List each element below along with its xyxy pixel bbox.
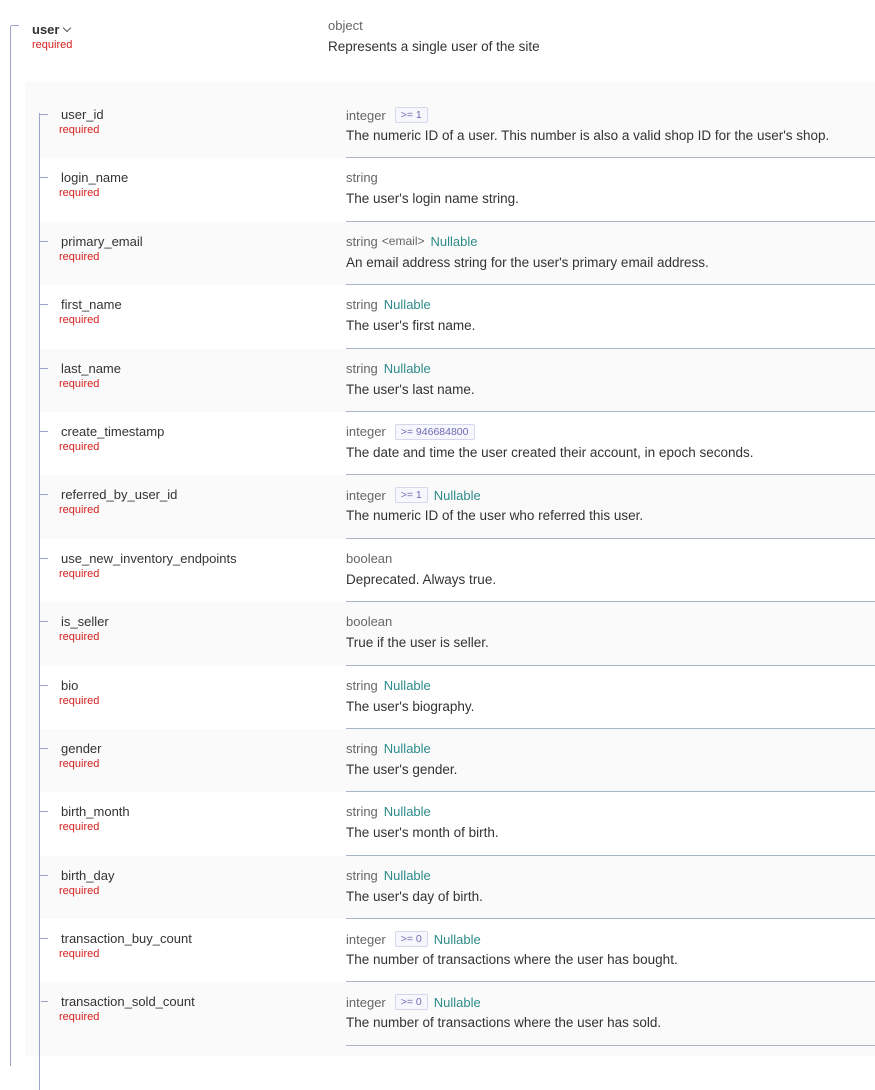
property-description: Represents a single user of the site bbox=[328, 39, 540, 54]
nested-properties-panel bbox=[25, 82, 875, 1056]
constraint-badge: >= 1 bbox=[395, 107, 428, 123]
property-type-line bbox=[346, 551, 392, 566]
required-label: required bbox=[32, 39, 73, 51]
property-type: string bbox=[346, 297, 378, 313]
property-name: user_id bbox=[61, 107, 104, 122]
tree-branch bbox=[40, 875, 48, 876]
property-type: integer bbox=[346, 424, 386, 440]
tree-branch bbox=[40, 494, 48, 495]
required-label: required bbox=[59, 821, 100, 834]
property-description: The user's gender. bbox=[346, 761, 458, 777]
property-type: string bbox=[346, 360, 378, 376]
tree-branch bbox=[40, 685, 48, 686]
tree-branch bbox=[40, 621, 48, 622]
property-description: The user's biography. bbox=[346, 698, 475, 714]
property-name: gender bbox=[61, 740, 102, 756]
required-label: required bbox=[59, 187, 100, 200]
schema-property-row bbox=[40, 412, 875, 475]
property-type-line bbox=[346, 614, 392, 629]
schema-property-row bbox=[40, 602, 875, 665]
property-description: The user's first name. bbox=[346, 318, 476, 334]
property-description: The number of transactions where the user has sold. bbox=[346, 1015, 662, 1031]
property-name: transaction_sold_count bbox=[61, 994, 195, 1010]
property-description: The number of transactions where the user has bought. bbox=[346, 952, 678, 968]
expand-toggle-user[interactable] bbox=[32, 22, 70, 37]
property-name: referred_by_user_id bbox=[61, 487, 178, 503]
schema-property-row bbox=[40, 729, 875, 792]
property-type-line bbox=[346, 931, 481, 947]
schema-tree-line bbox=[10, 26, 11, 1066]
tree-branch bbox=[40, 938, 48, 939]
nullable-label: Nullable bbox=[433, 487, 481, 503]
schema-property-row bbox=[40, 539, 875, 602]
constraint-badge: >= 0 bbox=[395, 994, 428, 1010]
tree-branch bbox=[40, 811, 48, 812]
property-type-line bbox=[346, 678, 431, 693]
property-name: last_name bbox=[61, 360, 121, 376]
property-name: is_seller bbox=[61, 614, 109, 630]
schema-property-row bbox=[40, 158, 875, 221]
property-name: login_name bbox=[61, 170, 129, 186]
property-type-line bbox=[346, 361, 431, 376]
property-type: string bbox=[346, 740, 378, 756]
property-description: The user's last name. bbox=[346, 381, 475, 397]
tree-end bbox=[40, 1001, 41, 1046]
property-type-line bbox=[346, 868, 431, 883]
tree-branch bbox=[40, 114, 48, 115]
constraint-badge: >= 946684800 bbox=[395, 424, 475, 440]
property-type-line bbox=[346, 741, 431, 756]
required-label: required bbox=[59, 250, 100, 263]
schema-property-row bbox=[40, 95, 875, 158]
tree-branch bbox=[40, 748, 48, 749]
required-label: required bbox=[59, 567, 100, 580]
property-name: transaction_buy_count bbox=[61, 931, 192, 947]
property-type-line bbox=[346, 234, 477, 249]
schema-property-row bbox=[40, 285, 875, 348]
schema-property-row bbox=[40, 856, 875, 919]
nullable-label: Nullable bbox=[433, 994, 481, 1010]
property-format: <email> bbox=[381, 234, 425, 249]
required-label: required bbox=[59, 884, 100, 897]
schema-property-row bbox=[40, 919, 875, 982]
tree-branch bbox=[11, 25, 19, 26]
property-type-line bbox=[346, 487, 481, 503]
property-name: user bbox=[32, 22, 60, 37]
property-name: bio bbox=[61, 677, 79, 693]
required-label: required bbox=[59, 1011, 100, 1024]
property-name: birth_month bbox=[61, 804, 130, 820]
property-type-line bbox=[346, 994, 481, 1010]
property-type-line bbox=[346, 170, 378, 185]
nullable-label: Nullable bbox=[383, 804, 431, 820]
required-label: required bbox=[59, 124, 100, 136]
tree-branch bbox=[40, 368, 48, 369]
schema-property-row bbox=[40, 792, 875, 855]
property-description: True if the user is seller. bbox=[346, 635, 489, 651]
property-type-line bbox=[346, 297, 431, 312]
property-type: string bbox=[346, 804, 378, 820]
required-label: required bbox=[59, 504, 100, 517]
property-type: string bbox=[346, 170, 378, 186]
schema-property-row bbox=[40, 666, 875, 729]
required-label: required bbox=[59, 631, 100, 644]
property-name: first_name bbox=[61, 297, 122, 313]
nullable-label: Nullable bbox=[383, 360, 431, 376]
required-label: required bbox=[59, 377, 100, 390]
property-type-line bbox=[346, 804, 431, 819]
nullable-label: Nullable bbox=[433, 931, 481, 947]
property-description: The user's login name string. bbox=[346, 191, 519, 207]
tree-branch bbox=[40, 431, 48, 432]
property-name: primary_email bbox=[61, 233, 143, 249]
property-type-line bbox=[346, 424, 475, 440]
property-type: integer bbox=[346, 931, 386, 947]
property-type: string bbox=[346, 233, 378, 249]
property-type: string bbox=[346, 867, 378, 883]
tree-branch bbox=[40, 558, 48, 559]
property-type: integer bbox=[346, 107, 386, 123]
schema-property-row bbox=[40, 475, 875, 538]
property-name: birth_day bbox=[61, 867, 115, 883]
tree-branch bbox=[40, 177, 48, 178]
nullable-label: Nullable bbox=[383, 867, 431, 883]
property-type: string bbox=[346, 677, 378, 693]
properties-list bbox=[40, 95, 875, 1046]
property-type: integer bbox=[346, 994, 386, 1010]
property-type: boolean bbox=[346, 550, 393, 566]
required-label: required bbox=[59, 694, 100, 707]
property-type-line bbox=[346, 107, 428, 123]
nullable-label: Nullable bbox=[383, 740, 431, 756]
tree-branch bbox=[40, 1001, 48, 1002]
property-type: boolean bbox=[346, 614, 393, 630]
tree-branch bbox=[40, 241, 48, 242]
tree-branch bbox=[40, 304, 48, 305]
property-description: The user's month of birth. bbox=[346, 825, 499, 841]
property-description: An email address string for the user's primary email address. bbox=[346, 254, 709, 270]
constraint-badge: >= 0 bbox=[395, 931, 428, 947]
schema-property-row bbox=[40, 982, 875, 1045]
property-description: The date and time the user created their account, in epoch seconds. bbox=[346, 444, 754, 460]
property-description: Deprecated. Always true. bbox=[346, 571, 497, 587]
required-label: required bbox=[59, 440, 100, 453]
property-type: object bbox=[328, 18, 363, 33]
divider bbox=[346, 1045, 875, 1046]
property-description: The user's day of birth. bbox=[346, 888, 483, 904]
nullable-label: Nullable bbox=[383, 297, 431, 313]
nullable-label: Nullable bbox=[430, 233, 478, 249]
property-description: The numeric ID of the user who referred this user. bbox=[346, 508, 644, 524]
schema-property-row bbox=[40, 222, 875, 285]
chevron-down-icon bbox=[63, 23, 71, 31]
property-name: create_timestamp bbox=[61, 423, 165, 439]
required-label: required bbox=[59, 314, 100, 327]
property-description: The numeric ID of a user. This number is also a valid shop ID for the user's shop. bbox=[346, 128, 830, 143]
schema-property-row bbox=[40, 349, 875, 412]
property-name: use_new_inventory_endpoints bbox=[61, 550, 237, 566]
nullable-label: Nullable bbox=[383, 677, 431, 693]
required-label: required bbox=[59, 948, 100, 961]
property-type: integer bbox=[346, 487, 386, 503]
constraint-badge: >= 1 bbox=[395, 487, 428, 503]
schema-property-user bbox=[11, 5, 875, 67]
required-label: required bbox=[59, 757, 100, 770]
